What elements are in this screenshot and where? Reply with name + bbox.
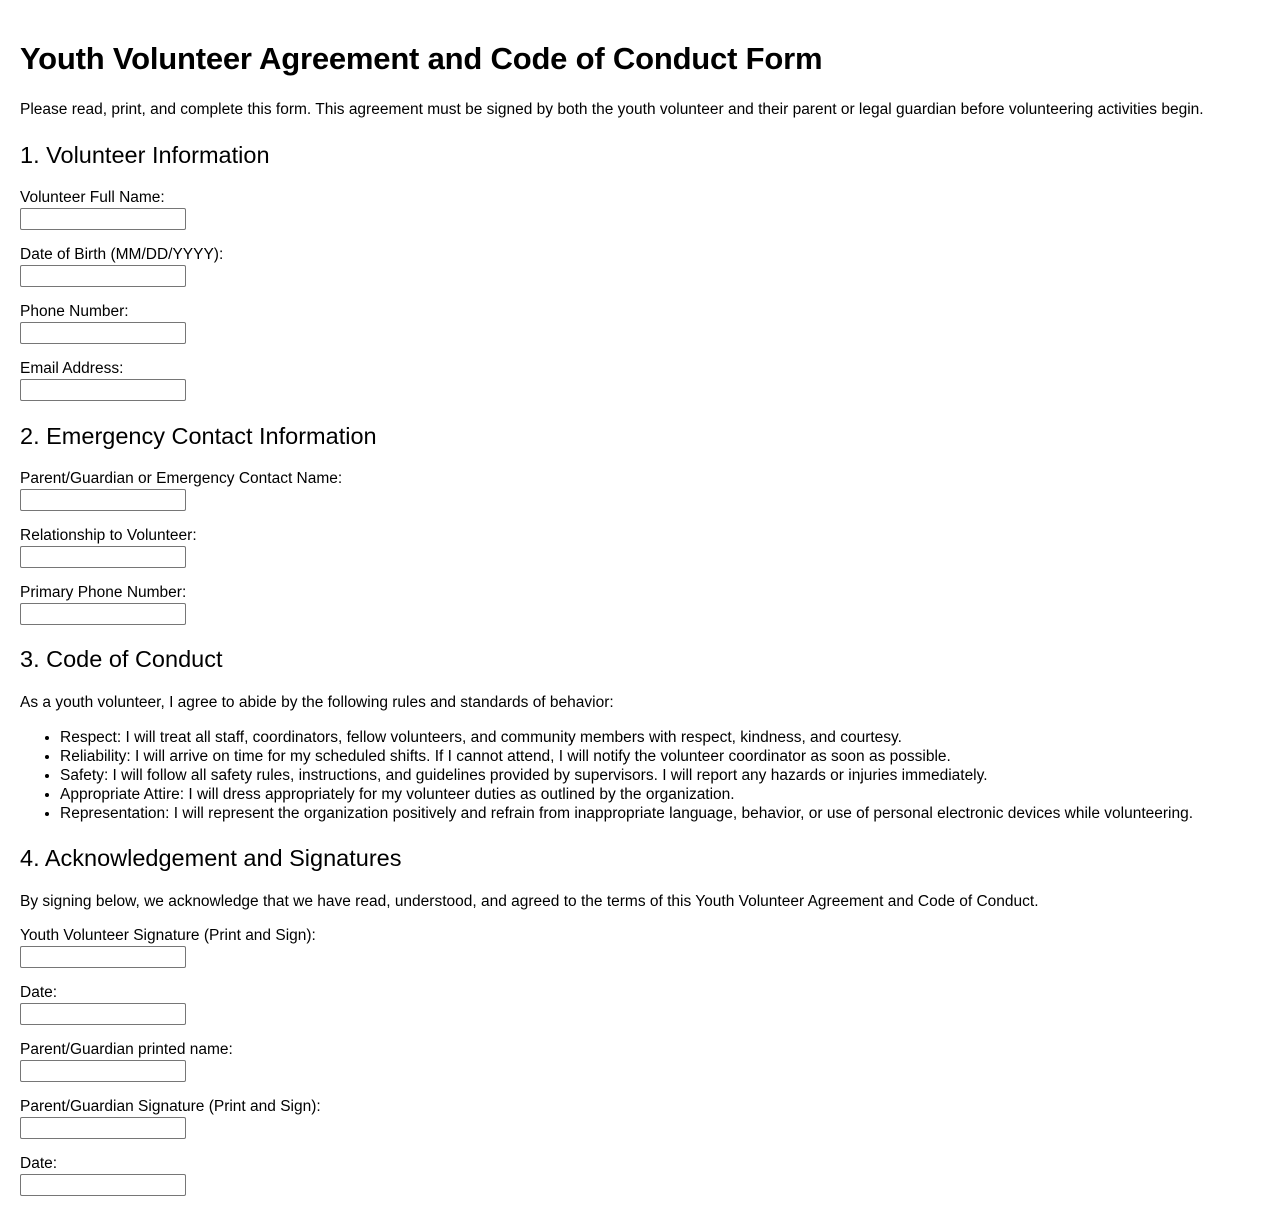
- field-label: Date of Birth (MM/DD/YYYY):: [20, 246, 224, 263]
- field-label: Date:: [20, 984, 58, 1001]
- rule-item-representation: • Representation: I will represent the organization positively and refrain from inappropriate language, behavior, or use of personal electronic devices while volunteering.: [60, 804, 1193, 823]
- field-guardian-signature-date: [20, 1155, 186, 1196]
- guardian-signature-date-input[interactable]: [20, 1174, 186, 1196]
- email-address-input[interactable]: [20, 379, 186, 401]
- volunteer-signature-date-input[interactable]: [20, 1003, 186, 1025]
- field-label: Primary Phone Number:: [20, 584, 187, 601]
- section-heading-acknowledgement: 4. Acknowledgement and Signatures: [20, 845, 402, 871]
- field-label: Date:: [20, 1155, 58, 1172]
- phone-number-input[interactable]: [20, 322, 186, 344]
- field-emergency-contact-name: [20, 470, 342, 511]
- field-primary-phone-number: [20, 584, 186, 625]
- date-of-birth-input[interactable]: [20, 265, 186, 287]
- field-volunteer-full-name: [20, 189, 186, 230]
- code-of-conduct-intro: As a youth volunteer, I agree to abide by the following rules and standards of behavior:: [20, 694, 614, 711]
- field-volunteer-signature-date: [20, 984, 186, 1025]
- relationship-input[interactable]: [20, 546, 186, 568]
- field-label: Volunteer Full Name:: [20, 189, 165, 206]
- field-label: Relationship to Volunteer:: [20, 527, 197, 544]
- field-label: Youth Volunteer Signature (Print and Sign):: [20, 927, 316, 944]
- form-instructions: Please read, print, and complete this form. This agreement must be signed by both the youth volunteer and their parent or legal guardian before volunteering activities begin.: [20, 101, 1204, 118]
- field-date-of-birth: [20, 246, 223, 287]
- field-label: Parent/Guardian printed name:: [20, 1041, 233, 1058]
- youth-volunteer-signature-input[interactable]: [20, 946, 186, 968]
- rule-item-respect: • Respect: I will treat all staff, coordinators, fellow volunteers, and community members with respect, kindness, and courtesy.: [60, 728, 1193, 747]
- page-title: Youth Volunteer Agreement and Code of Conduct Form: [20, 41, 823, 76]
- rule-item-reliability: • Reliability: I will arrive on time for my scheduled shifts. If I cannot attend, I will notify the volunteer coordinator as soon as possible.: [60, 747, 1193, 766]
- field-label: Parent/Guardian or Emergency Contact Name:: [20, 470, 343, 487]
- primary-phone-number-input[interactable]: [20, 603, 186, 625]
- rule-item-safety: • Safety: I will follow all safety rules, instructions, and guidelines provided by supervisors. I will report any hazards or injuries immediately.: [60, 766, 1193, 785]
- field-label: Parent/Guardian Signature (Print and Sign):: [20, 1098, 321, 1115]
- acknowledgement-statement: By signing below, we acknowledge that we have read, understood, and agreed to the terms of this Youth Volunteer Agreement and Code of Conduct.: [20, 893, 1039, 910]
- field-relationship-to-volunteer: [20, 527, 197, 568]
- parent-guardian-signature-input[interactable]: [20, 1117, 186, 1139]
- field-parent-guardian-signature: [20, 1098, 321, 1139]
- parent-guardian-printed-name-input[interactable]: [20, 1060, 186, 1082]
- field-label: Phone Number:: [20, 303, 129, 320]
- field-youth-volunteer-signature: [20, 927, 316, 968]
- field-label: Email Address:: [20, 360, 124, 377]
- code-of-conduct-rules: [20, 728, 1193, 823]
- emergency-contact-name-input[interactable]: [20, 489, 186, 511]
- volunteer-full-name-input[interactable]: [20, 208, 186, 230]
- section-heading-code-of-conduct: 3. Code of Conduct: [20, 646, 223, 672]
- section-heading-volunteer-information: 1. Volunteer Information: [20, 142, 270, 168]
- field-phone-number: [20, 303, 186, 344]
- field-parent-guardian-printed-name: [20, 1041, 233, 1082]
- rule-item-appropriate-attire: • Appropriate Attire: I will dress appropriately for my volunteer duties as outlined by the organization.: [60, 785, 1193, 804]
- section-heading-emergency-contact: 2. Emergency Contact Information: [20, 423, 377, 449]
- field-email-address: [20, 360, 186, 401]
